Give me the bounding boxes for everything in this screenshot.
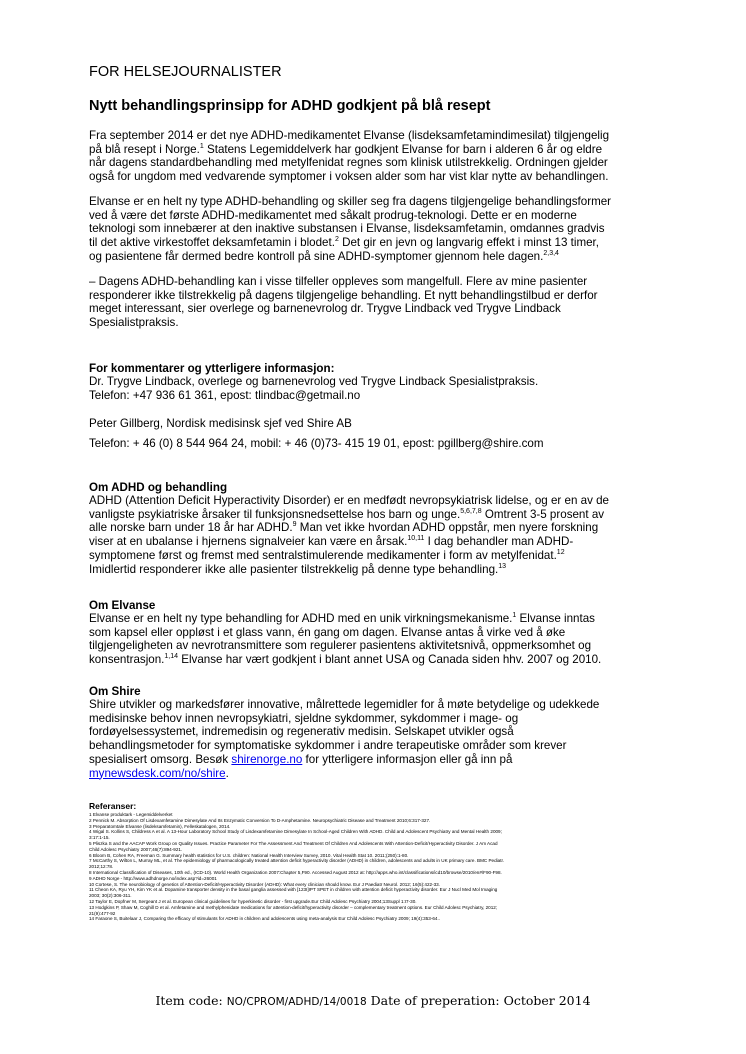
reference-item: 2003; 30(2):306-311.: [89, 893, 132, 899]
adhd-paragraph: ADHD (Attention Deficit Hyperactivity Disorder) er en medfødt nevropsykiatrisk lidelse, og er en av de vanligste psykiatriske årsaker til funksjonsnedsettelse hos barn og unge.$^{5,6,7,8}$ Omtrent 3-5 prosent av alle norske barn under 18 år har ADHD.$^9$ Man vet ikke hvordan ADHD oppstår, men nyere forskning viser at en ubalanse i hjernens signalveier kan være en årsak.$^{10,11}$ I dag behandler man ADHD- symptomene først og fremst med sentralstimulerende medikamenter i form av metylfenidat.$^{12}$ Imidlertid responderer ikke alle pasienter tilstrekkelig på denne type behandling.$^{13}$: [89, 494, 609, 576]
reference-item: 12 Taylor E, Dopfner M, Sergeant J et al. European clinical guidelines for hyperkinetic disorder - first upgrade.Eur Child Adolesc Psychiatry 2004;13Suppl 1:I7-30.: [89, 898, 417, 904]
reference-item: 2 Pennick M. Absorption Of Lisdexamfetamine Dimesylate And Its Enzymatic Conversion To D-Amphetamine. Neuropsychiatric Disease and Treatment 2010;6:317-327.: [89, 817, 431, 823]
contact-lindback: Dr. Trygve Lindback, overlege og barnenevrolog ved Trygve Lindback Spesialistpraksis. Telefon: +47 936 61 361, epost: tlindbac@getmail.no: [89, 375, 539, 402]
reference-item: 21(9):477-92: [89, 910, 116, 916]
footer: Item code: NO/CPROM/ADHD/14/0018 Date of preperation: October 2014: [155, 993, 591, 1008]
reference-item: 9 ADHD Norge - http://www.adhdnorge.no/index.asp?id=26001: [89, 875, 217, 881]
reference-item: 7 McCarthy S, Wilton L, Murray ML, et al. The epidemiology of pharmacologically treated attention deficit hyperactivity disorder (ADHD) in children, adolescents and adults in UK primary care. BMC Pediatr.: [89, 858, 505, 864]
kicker: FOR HELSEJOURNALISTER: [89, 64, 282, 80]
adhd-heading: Om ADHD og behandling: [89, 481, 228, 494]
reference-item: 3 Preparatomtale Elvanse (lisdeksamfetamin), Felleskatalogen, 2014.: [89, 823, 231, 829]
item-code: NO/CPROM/ADHD/14/0018: [226, 996, 367, 1008]
reference-item: 1 Elvanse produktark - Legemiddelverket: [89, 812, 173, 817]
reference-item: 10 Cortese, S. The neurobiology of genetics of Attention-Deficit/Hyperactivity Disorder (ADHD): What every clinician should know. Eur J Paediatr Neurol. 2012; 16(5):422-33.: [89, 881, 440, 887]
elvanse-heading: Om Elvanse: [89, 599, 156, 612]
reference-item: 5 Pliszka S and the AACAP Work Group on Quality Issues. Practice Parameter For The Assessment And Treatment Of Children And Adolescents With Attention-Deficit/Hyperactivity Disorder. J Am Acad: [89, 840, 498, 846]
references-heading: Referanser:: [89, 801, 137, 811]
reference-item: 11 Cheon KA, Ryu YH, Kim YK et al. Dopamine transporter density in the basal ganglia assessed with [123I]IPT SPET in children with attention deficit hyperactivity disorder. Eur J Nucl Med Mol Imaging: [89, 887, 498, 893]
shirenorge-link[interactable]: shirenorge.no: [231, 752, 303, 766]
page-title: Nytt behandlingsprinsipp for ADHD godkjent på blå resept: [89, 98, 491, 114]
reference-item: 6 Bloom B, Cohen RA, Freeman G. Summary health statistics for U.S. children: National Health Interview Survey, 2010. Vital Health Stat 10. 2011;(250):1-80.: [89, 852, 409, 858]
contact-gillberg-phone: Telefon: + 46 (0) 8 544 964 24, mobil: + 46 (0)73- 415 19 01, epost: pgillberg@shire.com: [89, 437, 544, 450]
references-list: [89, 812, 669, 922]
contact-gillberg-name: Peter Gillberg, Nordisk medisinsk sjef ved Shire AB: [89, 417, 352, 430]
references-section: [89, 801, 669, 922]
reference-item: Child Adolesc Psychiatry 2007;46(7):894-921.: [89, 846, 183, 852]
intro-paragraph: Fra september 2014 er det nye ADHD-medikamentet Elvanse (lisdeksamfetamindimesilat) tilgjengelig på blå resept i Norge.$^1$ Statens Legemiddelverk har godkjent Elvanse for barn i alderen 6 år og eldre når dagens standardbehandling med metylfenidat regnes som klinisk utilstrekkelig. Ordningen gjelder også for ungdom med vedvarende symptomer i voksen alder som har vist klar nytte av behandlingen.: [89, 129, 610, 184]
reference-item: 13 Hodgkins P, Shaw M, Coghill D et al. Amfetamine and methylphenidate medications for attention-deficit/hyperactivity disorder – complementary treatment options. Eur Child Adolesc Psychiatry, 2012;: [89, 904, 498, 910]
reference-item: 4 Wigal S. Kollins S, Childress A et al. A 13-Hour Laboratory School Study of Lisdexamfetamine Dimesylate In School-Aged Children With ADHD. Child and Adolescent Psychiatry and Mental Health 2009;: [89, 829, 502, 835]
shire-paragraph: Shire utvikler og markedsfører innovative, målrettede legemidler for å møte betydelige og udekkede medisinske behov innen nevropsykiatri, sjeldne sykdommer, sykdommer i mage- og fordøyelsessystemet, indremedisin og regenerativ medisin. Selskapet utvikler også behandlingsmetoder for symptomatiske sykdommer i andre terapeutiske områder som krever spesialisert omsorg. Besøk shirenorge.no for ytterligere informasjon eller gå inn på mynewsdesk.com/no/shire.: [89, 698, 600, 780]
quote-paragraph: – Dagens ADHD-behandling kan i visse tilfeller oppleves som mangelfull. Flere av mine pasienter responderer ikke tilstrekkelig på dagens tilgjengelige behandling. Et nytt behandlingstilbud er derfor meget interessant, sier overlege og barnenevrolog dr. Trygve Lindback ved Trygve Lindback Spesialistpraksis.: [89, 275, 598, 330]
mynewsdesk-link[interactable]: mynewsdesk.com/no/shire: [89, 766, 226, 780]
reference-item: 2012;12:78.: [89, 864, 114, 870]
technology-paragraph: Elvanse er en helt ny type ADHD-behandling og skiller seg fra dagens tilgjengelige behandlingsformer ved å være det første ADHD-medikamentet med såkalt prodrug-teknologi. Dette er en moderne teknologi som innebærer at den inaktive substansen i Elvanse, lisdeksamfetamin, omdannes gradvis til det aktive virkestoffet deksamfetamin i blodet.$^2$ Det gir en jevn og langvarig effekt i minst 13 timer, og pasientene får dermed bedre kontroll på sine ADHD-symptomer gjennom hele dagen.$^{2,3,4}$: [89, 195, 612, 263]
shire-heading: Om Shire: [89, 685, 141, 698]
reference-item: 8 International Classification of Diseases, 10th ed., (ICD-10). World Health Organization 2007:Chapter 5,F90. Accessed August 2012 at: http://apps.who.int/classifications/icd10/browse/2010/en#/F90-F98.: [89, 869, 502, 875]
reference-item: 3:17:1-15.: [89, 835, 110, 841]
elvanse-paragraph: Elvanse er en helt ny type behandling for ADHD med en unik virkningsmekanisme.$^1$ Elvanse inntas som kapsel eller oppløst i et glass vann, én gang om dagen. Elvanse antas å virke ved å øke tilgjengeligheten av nevrotransmittere som regulerer pasientens aktivitetsnivå, oppmerksomhet og konsentrasjon.$^{1,14}$ Elvanse har vært godkjent i blant annet USA og Canada siden hhv. 2007 og 2010.: [89, 612, 602, 667]
contact-heading: For kommentarer og ytterligere informasjon:: [89, 362, 335, 375]
reference-item: 14 Faraone S, Buitelaar J, Comparing the efficacy of stimulants for ADHD in children and adolescents using meta-analysis Eur Child Adolesc Psychiatry 2009; 19(4):353-64..: [89, 916, 441, 922]
